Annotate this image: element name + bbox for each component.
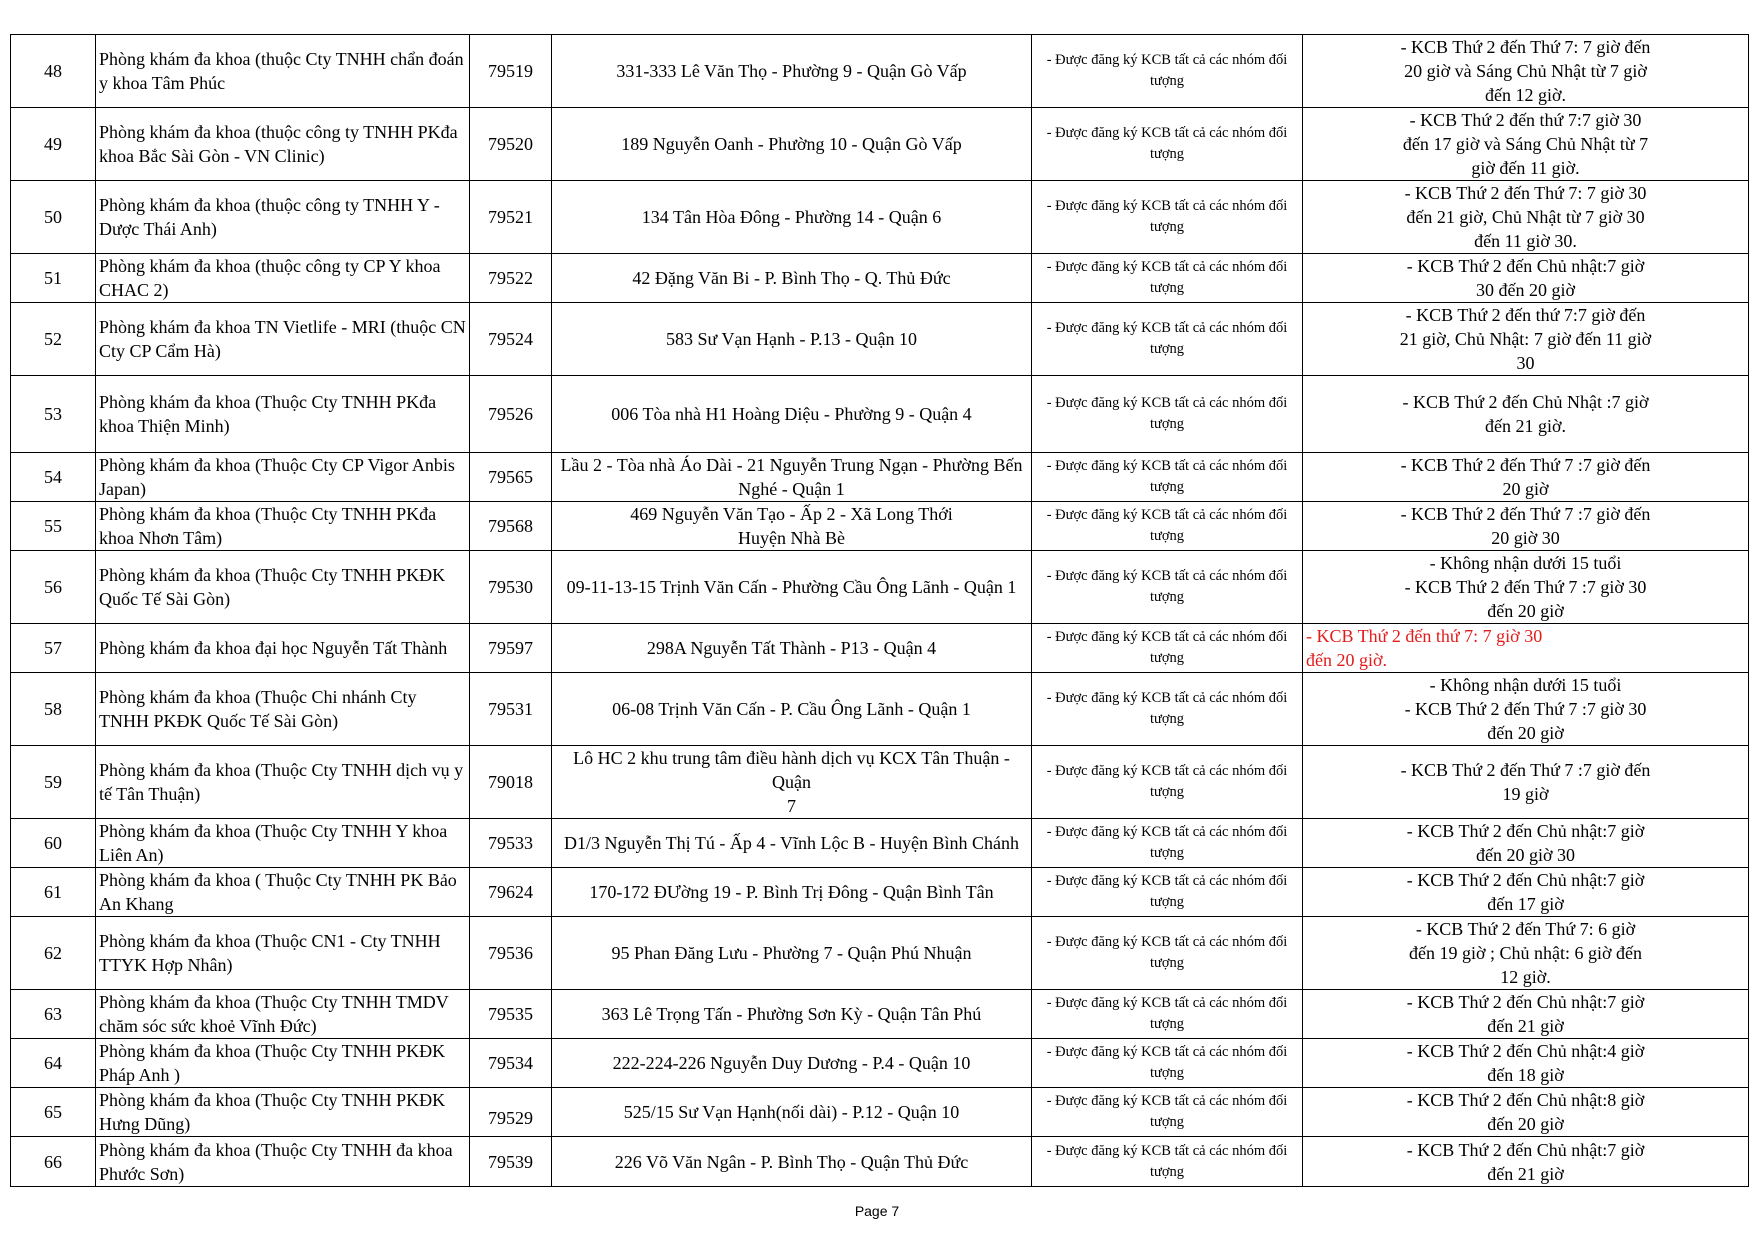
hours-line: - KCB Thứ 2 đến Chủ nhật:7 giờ	[1406, 256, 1645, 276]
table-row	[11, 624, 1749, 673]
row-number: 66	[11, 1137, 96, 1187]
row-number: 49	[11, 108, 96, 181]
hours-line: 12 giờ.	[1500, 967, 1551, 987]
clinic-address	[552, 1039, 1032, 1088]
clinic-code: 79526	[470, 376, 552, 453]
registration-scope: - Được đăng ký KCB tất cả các nhóm đối tượng	[1032, 551, 1303, 624]
registration-scope: - Được đăng ký KCB tất cả các nhóm đối tượng	[1032, 1039, 1303, 1088]
clinic-name: Phòng khám đa khoa (thuộc công ty TNHH Y - Dược Thái Anh)	[96, 181, 470, 254]
registration-scope: - Được đăng ký KCB tất cả các nhóm đối tượng	[1032, 108, 1303, 181]
address-line: 331-333 Lê Văn Thọ - Phường 9 - Quận Gò Vấp	[616, 61, 967, 81]
table-row	[11, 1088, 1749, 1137]
table-row	[11, 108, 1749, 181]
working-hours	[1303, 181, 1749, 254]
address-line: 298A Nguyễn Tất Thành - P13 - Quận 4	[646, 638, 937, 658]
hours-line: đến 21 giờ	[1487, 1016, 1564, 1036]
clinic-name: Phòng khám đa khoa đại học Nguyễn Tất Thành	[96, 624, 470, 673]
clinic-address	[552, 181, 1032, 254]
hours-line: đến 21 giờ, Chủ Nhật từ 7 giờ 30	[1406, 207, 1645, 227]
hours-line: đến 20 giờ	[1487, 1114, 1564, 1134]
hours-line: đến 11 giờ 30.	[1474, 231, 1577, 251]
row-number: 57	[11, 624, 96, 673]
clinic-name: Phòng khám đa khoa (Thuộc CN1 - Cty TNHH TTYK Hợp Nhân)	[96, 917, 470, 990]
working-hours	[1303, 1039, 1749, 1088]
registration-scope: - Được đăng ký KCB tất cả các nhóm đối tượng	[1032, 502, 1303, 551]
working-hours	[1303, 819, 1749, 868]
address-line: Nghé - Quận 1	[738, 479, 845, 499]
hours-line: - KCB Thứ 2 đến Thứ 7: 6 giờ	[1415, 919, 1636, 939]
row-number: 55	[11, 502, 96, 551]
hours-line: 30	[1516, 353, 1535, 373]
address-line: 363 Lê Trọng Tấn - Phường Sơn Kỳ - Quận Tân Phú	[601, 1004, 982, 1024]
hours-line: - KCB Thứ 2 đến Chủ nhật:4 giờ	[1406, 1041, 1645, 1061]
clinic-table	[10, 34, 1749, 1187]
table-row	[11, 746, 1749, 819]
hours-line: - KCB Thứ 2 đến Thứ 7: 7 giờ 30	[1404, 183, 1647, 203]
hours-line: - KCB Thứ 2 đến thứ 7: 7 giờ 30	[1306, 626, 1543, 646]
address-line: 222-224-226 Nguyễn Duy Dương - P.4 - Quận 10	[612, 1053, 971, 1073]
clinic-code: 79530	[470, 551, 552, 624]
hours-line: - KCB Thứ 2 đến thứ 7:7 giờ đến	[1405, 305, 1646, 325]
address-line: Lầu 2 - Tòa nhà Áo Dài - 21 Nguyễn Trung Ngạn - Phường Bến	[560, 455, 1023, 475]
clinic-name: Phòng khám đa khoa ( Thuộc Cty TNHH PK Bảo An Khang	[96, 868, 470, 917]
address-line: 525/15 Sư Vạn Hạnh(nối dài) - P.12 - Quận 10	[623, 1102, 960, 1122]
row-number: 64	[11, 1039, 96, 1088]
clinic-address	[552, 35, 1032, 108]
registration-scope: - Được đăng ký KCB tất cả các nhóm đối tượng	[1032, 303, 1303, 376]
address-line: 134 Tân Hòa Đông - Phường 14 - Quận 6	[641, 207, 942, 227]
working-hours	[1303, 868, 1749, 917]
row-number: 48	[11, 35, 96, 108]
registration-scope: - Được đăng ký KCB tất cả các nhóm đối tượng	[1032, 376, 1303, 453]
working-hours	[1303, 746, 1749, 819]
table-row	[11, 551, 1749, 624]
page-number: Page 7	[854, 1203, 900, 1219]
clinic-address	[552, 1137, 1032, 1187]
hours-line: - Không nhận dưới 15 tuổi	[1429, 675, 1622, 695]
row-number: 51	[11, 254, 96, 303]
hours-line: - KCB Thứ 2 đến thứ 7:7 giờ 30	[1409, 110, 1642, 130]
hours-line: - KCB Thứ 2 đến Chủ nhật:7 giờ	[1406, 992, 1645, 1012]
hours-line: 20 giờ và Sáng Chủ Nhật từ 7 giờ	[1404, 61, 1647, 81]
hours-line: đến 19 giờ ; Chủ nhật: 6 giờ đến	[1408, 943, 1642, 963]
table-row	[11, 990, 1749, 1039]
clinic-code: 79534	[470, 1039, 552, 1088]
clinic-address	[552, 108, 1032, 181]
table-row	[11, 673, 1749, 746]
address-line: 469 Nguyễn Văn Tạo - Ấp 2 - Xã Long Thới	[630, 504, 953, 524]
hours-line: 20 giờ	[1502, 479, 1549, 499]
working-hours	[1303, 990, 1749, 1039]
hours-line: - KCB Thứ 2 đến Thứ 7: 7 giờ đến	[1400, 37, 1651, 57]
address-line: 189 Nguyễn Oanh - Phường 10 - Quận Gò Vấp	[621, 134, 962, 154]
hours-line: - KCB Thứ 2 đến Chủ nhật:7 giờ	[1406, 870, 1645, 890]
registration-scope: - Được đăng ký KCB tất cả các nhóm đối tượng	[1032, 624, 1303, 673]
address-line: 583 Sư Vạn Hạnh - P.13 - Quận 10	[666, 329, 917, 349]
working-hours	[1303, 502, 1749, 551]
clinic-name: Phòng khám đa khoa (Thuộc Chi nhánh Cty TNHH PKĐK Quốc Tế Sài Gòn)	[96, 673, 470, 746]
address-line: 7	[787, 796, 796, 816]
registration-scope: - Được đăng ký KCB tất cả các nhóm đối tượng	[1032, 673, 1303, 746]
working-hours	[1303, 673, 1749, 746]
working-hours	[1303, 1088, 1749, 1137]
clinic-name: Phòng khám đa khoa (thuộc công ty CP Y khoa CHAC 2)	[96, 254, 470, 303]
clinic-name: Phòng khám đa khoa (Thuộc Cty TNHH PKĐK Pháp Anh )	[96, 1039, 470, 1088]
clinic-name: Phòng khám đa khoa (Thuộc Cty TNHH đa khoa Phước Sơn)	[96, 1137, 470, 1187]
clinic-code: 79535	[470, 990, 552, 1039]
table-row	[11, 502, 1749, 551]
hours-line: - KCB Thứ 2 đến Chủ nhật:8 giờ	[1406, 1090, 1645, 1110]
clinic-code: 79568	[470, 502, 552, 551]
address-line: 09-11-13-15 Trịnh Văn Cấn - Phường Cầu Ông Lãnh - Quận 1	[566, 577, 1017, 597]
clinic-code: 79018	[470, 746, 552, 819]
hours-line: đến 20 giờ	[1487, 723, 1564, 743]
registration-scope: - Được đăng ký KCB tất cả các nhóm đối tượng	[1032, 35, 1303, 108]
table-row	[11, 868, 1749, 917]
address-line: 95 Phan Đăng Lưu - Phường 7 - Quận Phú Nhuận	[611, 943, 972, 963]
hours-line: đến 20 giờ	[1487, 601, 1564, 621]
hours-line: 19 giờ	[1502, 784, 1549, 804]
table-row	[11, 819, 1749, 868]
registration-scope: - Được đăng ký KCB tất cả các nhóm đối tượng	[1032, 746, 1303, 819]
row-number: 60	[11, 819, 96, 868]
registration-scope: - Được đăng ký KCB tất cả các nhóm đối tượng	[1032, 917, 1303, 990]
row-number: 59	[11, 746, 96, 819]
working-hours	[1303, 453, 1749, 502]
clinic-name: Phòng khám đa khoa (Thuộc Cty TNHH TMDV chăm sóc sức khoẻ Vĩnh Đức)	[96, 990, 470, 1039]
clinic-code: 79519	[470, 35, 552, 108]
hours-line: đến 17 giờ và Sáng Chủ Nhật từ 7	[1402, 134, 1649, 154]
hours-line: - KCB Thứ 2 đến Thứ 7 :7 giờ đến	[1400, 504, 1651, 524]
row-number: 62	[11, 917, 96, 990]
working-hours	[1303, 376, 1749, 453]
clinic-code: 79521	[470, 181, 552, 254]
clinic-table-container	[10, 34, 1748, 1187]
working-hours	[1303, 35, 1749, 108]
registration-scope: - Được đăng ký KCB tất cả các nhóm đối tượng	[1032, 868, 1303, 917]
working-hours	[1303, 917, 1749, 990]
hours-line: đến 21 giờ	[1487, 1163, 1564, 1184]
registration-scope: - Được đăng ký KCB tất cả các nhóm đối tượng	[1032, 819, 1303, 868]
working-hours	[1303, 551, 1749, 624]
address-line: 06-08 Trịnh Văn Cấn - P. Cầu Ông Lãnh - Quận 1	[612, 699, 971, 719]
registration-scope: - Được đăng ký KCB tất cả các nhóm đối tượng	[1032, 453, 1303, 502]
table-row	[11, 1137, 1749, 1187]
clinic-address	[552, 868, 1032, 917]
clinic-name: Phòng khám đa khoa TN Vietlife - MRI (thuộc CN Cty CP Cẩm Hà)	[96, 303, 470, 376]
clinic-code: 79522	[470, 254, 552, 303]
clinic-address	[552, 502, 1032, 551]
hours-line: - Không nhận dưới 15 tuổi	[1429, 553, 1622, 573]
address-line: 42 Đặng Văn Bi - P. Bình Thọ - Q. Thủ Đức	[632, 268, 951, 288]
registration-scope: - Được đăng ký KCB tất cả các nhóm đối tượng	[1032, 254, 1303, 303]
hours-line: - KCB Thứ 2 đến Thứ 7 :7 giờ 30	[1404, 577, 1647, 597]
row-number: 54	[11, 453, 96, 502]
hours-line: 20 giờ 30	[1491, 528, 1560, 548]
hours-line: đến 12 giờ.	[1484, 85, 1566, 105]
hours-line: - KCB Thứ 2 đến Chủ nhật:7 giờ	[1406, 1139, 1645, 1160]
clinic-code: 79624	[470, 868, 552, 917]
hours-line: 21 giờ, Chủ Nhật: 7 giờ đến 11 giờ	[1399, 329, 1652, 349]
hours-line: đến 17 giờ	[1487, 894, 1564, 914]
clinic-name: Phòng khám đa khoa (Thuộc Cty TNHH PKĐK Quốc Tế Sài Gòn)	[96, 551, 470, 624]
clinic-address	[552, 551, 1032, 624]
clinic-name: Phòng khám đa khoa (Thuộc Cty TNHH Y khoa Liên An)	[96, 819, 470, 868]
clinic-name: Phòng khám đa khoa (Thuộc Cty CP Vigor Anbis Japan)	[96, 453, 470, 502]
table-row	[11, 254, 1749, 303]
hours-line: - KCB Thứ 2 đến Chủ nhật:7 giờ	[1406, 821, 1645, 841]
registration-scope: - Được đăng ký KCB tất cả các nhóm đối tượng	[1032, 990, 1303, 1039]
clinic-name: Phòng khám đa khoa (Thuộc Cty TNHH PKđa khoa Nhơn Tâm)	[96, 502, 470, 551]
address-line: D1/3 Nguyễn Thị Tú - Ấp 4 - Vĩnh Lộc B - Huyện Bình Chánh	[564, 833, 1019, 853]
hours-line: đến 18 giờ	[1487, 1065, 1564, 1085]
row-number: 50	[11, 181, 96, 254]
table-row	[11, 303, 1749, 376]
hours-line: - KCB Thứ 2 đến Thứ 7 :7 giờ đến	[1400, 455, 1651, 475]
clinic-address	[552, 819, 1032, 868]
working-hours	[1303, 303, 1749, 376]
table-row	[11, 453, 1749, 502]
table-row	[11, 1039, 1749, 1088]
hours-line: - KCB Thứ 2 đến Thứ 7 :7 giờ 30	[1404, 699, 1647, 719]
row-number: 63	[11, 990, 96, 1039]
clinic-code: 79536	[470, 917, 552, 990]
clinic-address	[552, 917, 1032, 990]
clinic-address	[552, 453, 1032, 502]
clinic-code: 79524	[470, 303, 552, 376]
clinic-code: 79531	[470, 673, 552, 746]
clinic-code: 79520	[470, 108, 552, 181]
table-row	[11, 181, 1749, 254]
clinic-address	[552, 303, 1032, 376]
row-number: 65	[11, 1088, 96, 1137]
address-line: 226 Võ Văn Ngân - P. Bình Thọ - Quận Thủ Đức	[614, 1151, 969, 1172]
clinic-address	[552, 624, 1032, 673]
hours-line: đến 20 giờ.	[1306, 650, 1388, 670]
working-hours	[1303, 1137, 1749, 1187]
table-row	[11, 376, 1749, 453]
address-line: 006 Tòa nhà H1 Hoàng Diệu - Phường 9 - Quận 4	[611, 404, 972, 424]
table-row	[11, 35, 1749, 108]
hours-line: giờ đến 11 giờ.	[1471, 158, 1580, 178]
clinic-name: Phòng khám đa khoa (thuộc Cty TNHH chẩn đoán y khoa Tâm Phúc	[96, 35, 470, 108]
row-number: 52	[11, 303, 96, 376]
clinic-address	[552, 376, 1032, 453]
clinic-table-body	[11, 35, 1749, 1187]
clinic-code: 79597	[470, 624, 552, 673]
hours-line: - KCB Thứ 2 đến Chủ Nhật :7 giờ	[1402, 392, 1649, 412]
clinic-address	[552, 1088, 1032, 1137]
row-number: 56	[11, 551, 96, 624]
hours-line: 30 đến 20 giờ	[1475, 280, 1575, 300]
clinic-code: 79565	[470, 453, 552, 502]
row-number: 53	[11, 376, 96, 453]
clinic-name: Phòng khám đa khoa (Thuộc Cty TNHH PKđa khoa Thiện Minh)	[96, 376, 470, 453]
address-line: Lô HC 2 khu trung tâm điều hành dịch vụ KCX Tân Thuận - Quận	[573, 748, 1010, 792]
clinic-name: Phòng khám đa khoa (thuộc công ty TNHH PKđa khoa Bắc Sài Gòn - VN Clinic)	[96, 108, 470, 181]
clinic-address	[552, 673, 1032, 746]
working-hours	[1303, 254, 1749, 303]
registration-scope: - Được đăng ký KCB tất cả các nhóm đối tượng	[1032, 1088, 1303, 1137]
row-number: 58	[11, 673, 96, 746]
address-line: Huyện Nhà Bè	[738, 528, 845, 548]
clinic-code: 79533	[470, 819, 552, 868]
clinic-name: Phòng khám đa khoa (Thuộc Cty TNHH PKĐK Hưng Dũng)	[96, 1088, 470, 1137]
registration-scope: - Được đăng ký KCB tất cả các nhóm đối tượng	[1032, 181, 1303, 254]
registration-scope: - Được đăng ký KCB tất cả các nhóm đối tượng	[1032, 1137, 1303, 1187]
row-number: 61	[11, 868, 96, 917]
clinic-name: Phòng khám đa khoa (Thuộc Cty TNHH dịch vụ y tế Tân Thuận)	[96, 746, 470, 819]
clinic-address	[552, 254, 1032, 303]
table-row	[11, 917, 1749, 990]
address-line: 170-172 ĐƯờng 19 - P. Bình Trị Đông - Quận Bình Tân	[589, 882, 994, 902]
clinic-address	[552, 746, 1032, 819]
clinic-address	[552, 990, 1032, 1039]
working-hours	[1303, 108, 1749, 181]
working-hours	[1303, 624, 1749, 673]
hours-line: đến 21 giờ.	[1484, 416, 1566, 436]
hours-line: đến 20 giờ 30	[1475, 845, 1575, 865]
hours-line: - KCB Thứ 2 đến Thứ 7 :7 giờ đến	[1400, 760, 1651, 780]
clinic-code: 79529	[470, 1088, 552, 1137]
clinic-code: 79539	[470, 1137, 552, 1187]
